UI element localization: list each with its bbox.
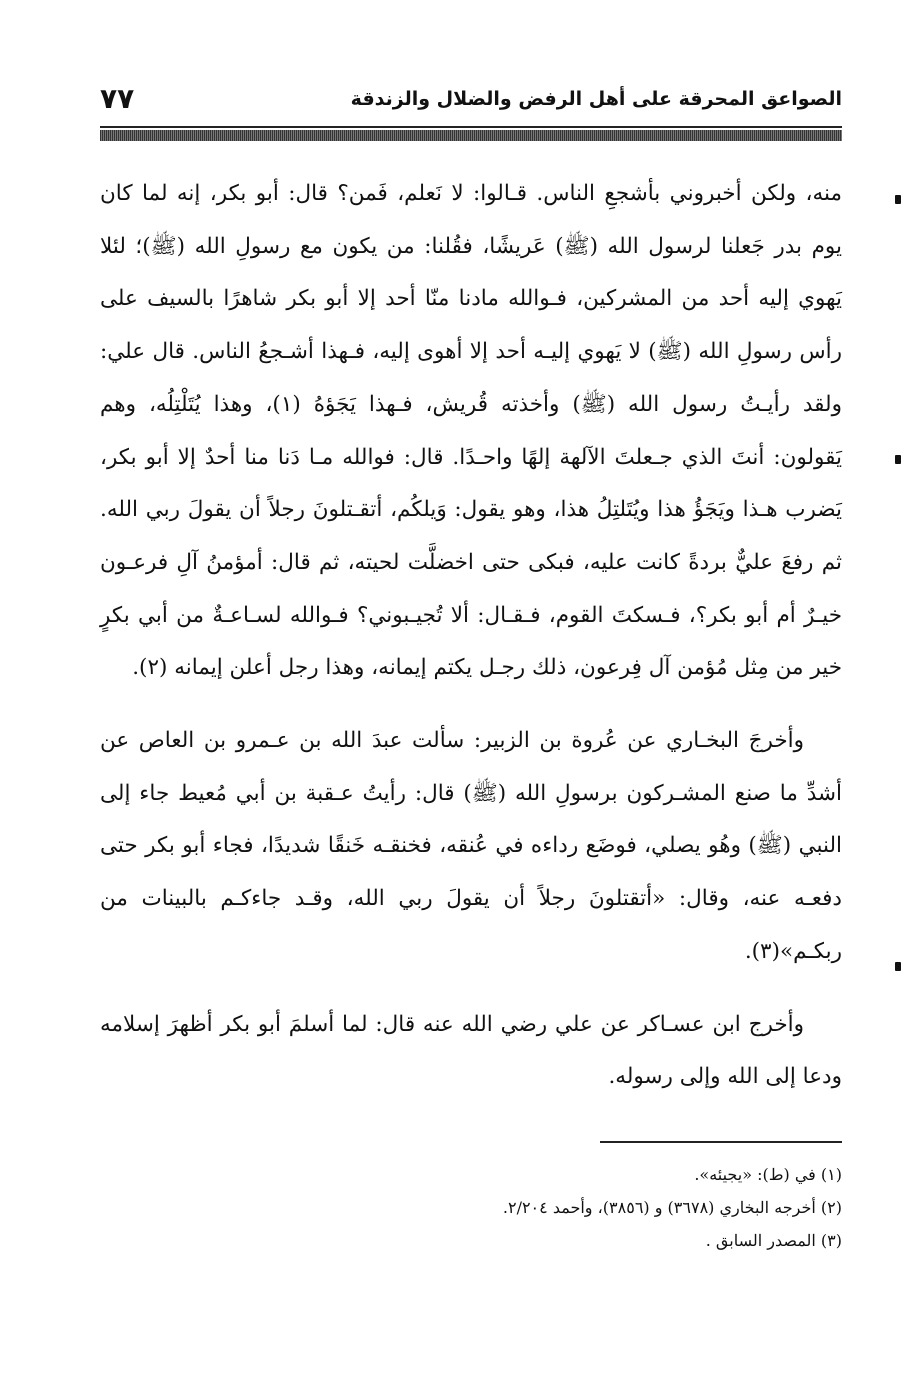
margin-mark	[895, 455, 901, 464]
footnotes	[100, 1158, 842, 1257]
paragraph-2: وأخرجَ البخـاري عن عُروة بن الزبير: سألت عبدَ الله بن عـمرو بن العاص عن أشدِّ ما صنع المشـركون برسولِ الله (ﷺ) قال: رأيتُ عـقبة بن أبي مُعيط جاء إلى النبي (ﷺ) وهُو يصلي، فوضَع رداءه في عُنقه، فخنقـه خَنقًا شديدًا، فجاء أبو بكر حتى دفعـه عنه، وقال: «أتقتلونَ رجلاً أن يقولَ ربي الله، وقـد جاءكـم بالبينات من ربكـم»(٣).	[100, 728, 842, 964]
margin-mark	[895, 195, 901, 204]
header-divider	[100, 130, 842, 141]
page-number: ٧٧	[100, 82, 135, 115]
running-header	[100, 82, 842, 122]
header-divider-thin	[100, 126, 842, 128]
footnote-3: (٣) المصدر السابق .	[705, 1231, 842, 1250]
paragraph-3: وأخرج ابن عسـاكر عن علي رضي الله عنه قال: لما أسلمَ أبو بكر أظهرَ إسلامه ودعا إلى الله وإلى رسوله.	[100, 1011, 842, 1090]
footnote-2: (٢) أخرجه البخاري (٣٦٧٨) و (٣٨٥٦)، وأحمد ٢/٢٠٤.	[502, 1198, 842, 1217]
footnote-1: (١) في (ط): «يجيئه».	[694, 1165, 842, 1184]
margin-mark	[895, 962, 901, 971]
main-text	[100, 168, 842, 1104]
paragraph-1: منه، ولكن أخبروني بأشجعِ الناس. قـالوا: لا نَعلم، فَمن؟ قال: أبو بكر، إنه لما كان يوم بدر جَعلنا لرسول الله (ﷺ) عَريشًا، فقُلنا: من يكون مع رسولِ الله (ﷺ)؛ لئلا يَهوي إليه أحد من المشركين، فـوالله مادنا منّا أحد إلا أبو بكر شاهرًا بالسيف على رأس رسولِ الله (ﷺ) لا يَهوي إليـه أحد إلا أهوى إليه، فـهذا أشـجعُ الناس. قال علي: ولقد رأيـتُ رسول الله (ﷺ) وأخذته قُريش، فـهذا يَجَؤهُ (١)، وهذا يُتَلْتِلُه، وهم يَقولون: أنتَ الذي جـعلتَ الآلهة إلهًا واحـدًا. قال: فوالله مـا دَنا منا أحدٌ إلا أبو بكر، يَضرب هـذا ويَجَؤُ هذا ويُتَلتِلُ هذا، وهو يقول: وَيلكُم، أتقـتلونَ رجلاً أن يقولَ ربي الله. ثم رفعَ عليٌّ بردةً كانت عليه، فبكى حتى اخضلَّت لحيته، ثم قال: أمؤمنُ آلِ فرعـون خيـرٌ أم أبو بكر؟، فـسكتَ القوم، فـقـال: ألا تُجيـبوني؟ فـوالله لسـاعـةٌ من أبي بكرٍ خير من مِثل مُؤمن آل فِرعون، ذلك رجـل يكتم إيمانه، وهذا رجل أعلن إيمانه (٢).	[100, 181, 842, 681]
footnote-divider	[600, 1141, 842, 1143]
running-header-title: الصواعق المحرقة على أهل الرفض والضلال والزندقة	[350, 88, 842, 110]
